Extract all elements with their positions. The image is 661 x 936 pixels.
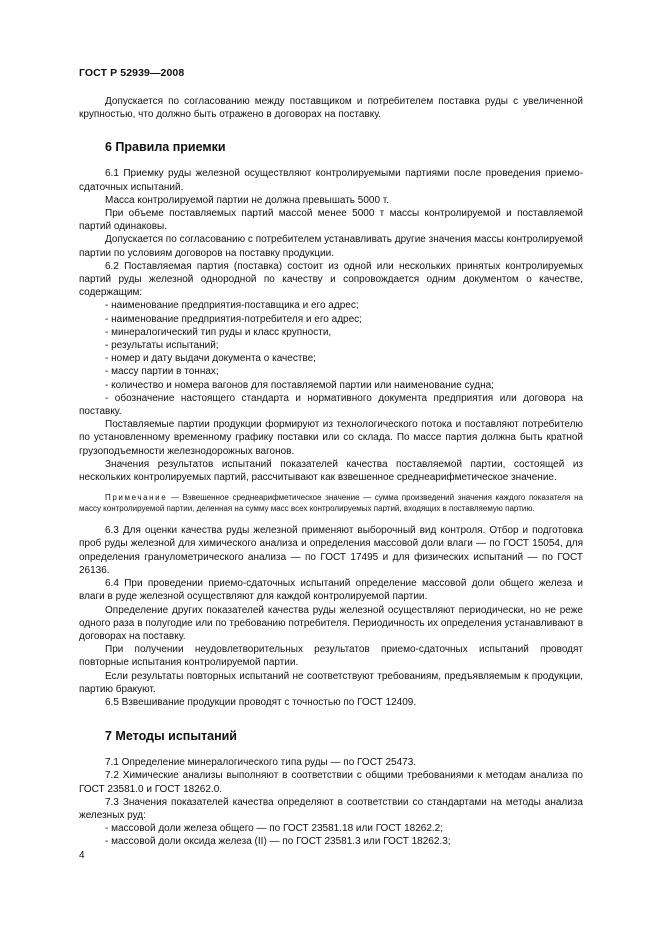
list-item: - результаты испытаний; [105,340,219,352]
list-item: - минералогический тип руды и класс крупности, [105,326,332,338]
paragraph: 7.2 Химические анализы выполняют в соответствии с общими требованиями к методам анализа по ГОСТ 23581.0 и ГОСТ 18262.0. [79,770,583,795]
paragraph: 6.4 При проведении приемо-сдаточных испытаний определение массовой доли общего железа и влаги в руде железной осуществляют для каждой контролируемой партии. [79,578,583,603]
intro-paragraph: Допускается по согласованию между поставщиком и потребителем поставка руды с увеличенной крупностью, что должно быть отражено в договорах на поставку. [79,96,583,121]
paragraph: Если результаты повторных испытаний не соответствуют требованиям, предъявляемым к продукции, партию бракуют. [79,670,583,695]
paragraph: Поставляемые партии продукции формируют из технологического потока и поставляют потребителю по установленному временному графику поставки или со склада. По массе партия должна быть кратной грузоподъемности железнодорожных вагонов. [79,419,583,457]
section-6-heading: 6 Правила приемки [105,140,226,155]
paragraph: 6.2 Поставляемая партия (поставка) состоит из одной или нескольких принятых контролируемых партий руды железной однородной по качеству и сопровождается одним документом о качестве, содержащим: [79,260,583,299]
list-item: - массовой доли железа общего — по ГОСТ 23581.18 или ГОСТ 18262.2; [105,823,444,835]
paragraph: 7.3 Значения показателей качества определяют в соответствии со стандартами на методы анализа железных руд: [79,796,583,821]
note [79,492,583,514]
document-body [79,95,583,849]
document-header: ГОСТ Р 52939—2008 [79,67,185,79]
list-item: - наименование предприятия-поставщика и его адрес; [105,300,359,312]
paragraph: Масса контролируемой партии не должна превышать 5000 т. [105,194,390,206]
list-item: - наименование предприятия-потребителя и его адрес; [105,313,362,325]
paragraph: Допускается по согласованию с потребителем устанавливать другие значения массы контролируемой партии по условиям договоров на поставку продукции. [79,234,583,259]
paragraph: 6.1 Приемку руды железной осуществляют контролируемыми партиями после проведения приемо-сдаточных испытаний. [79,168,583,193]
list-item: - количество и номера вагонов для поставляемой партии или наименование судна; [105,379,494,391]
list-item: - обозначение настоящего стандарта и нормативного документа предприятия или договора на поставку. [79,392,583,418]
paragraph: Определение других показателей качества руды железной осуществляют периодически, но не реже одного раза в полугодие или по требованию потребителя. Периодичность их определения устанавливают в договорах на поставку. [79,604,583,642]
list-item: - массовой доли оксида железа (II) — по ГОСТ 23581.3 или ГОСТ 18262.3; [105,836,451,848]
paragraph: При получении неудовлетворительных результатов приемо-сдаточных испытаний проводят повторные испытания контролируемой партии. [79,644,583,669]
paragraph: 6.5 Взвешивание продукции проводят с точностью по ГОСТ 12409. [105,696,417,708]
page-number: 4 [79,850,85,861]
paragraph: 6.3 Для оценки качества руды железной применяют выборочный вид контроля. Отбор и подготовка проб руды железной для химического анализа и определения массовой доли влаги — по ГОСТ 15054, для определения гранулометрического анализа — по ГОСТ 17495 и для физических испытаний — по ГОСТ 26136. [79,525,583,576]
list-item: - номер и дату выдачи документа о качестве; [105,353,316,365]
paragraph: При объеме поставляемых партий массой менее 5000 т массы контролируемой и поставляемой партий одинаковы. [79,208,583,233]
section-7-heading: 7 Методы испытаний [105,729,237,744]
note-label: Примечание [105,493,168,503]
note-text: — Взвешенное среднеарифметическое значение — сумма произведений значения каждого показателя на массу контролируемой партии, деленная на сумму масс всех контролируемых партий, входящих в поставляемую партию. [79,493,583,514]
list-item: - массу партии в тоннах; [105,366,219,378]
paragraph: Значения результатов испытаний показателей качества поставляемой партии, состоящей из нескольких контролируемых партий, рассчитывают как взвешенное среднеарифметическое значение. [79,458,583,484]
paragraph: 7.1 Определение минералогического типа руды — по ГОСТ 25473. [105,757,417,769]
